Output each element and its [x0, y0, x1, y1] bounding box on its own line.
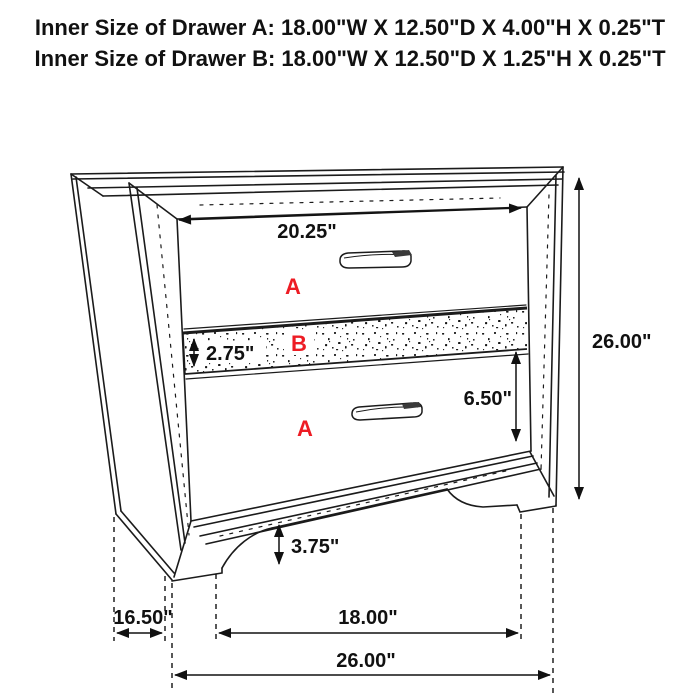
overall-height-label: 26.00"	[592, 331, 652, 353]
right-foot	[517, 505, 556, 512]
side-panel	[71, 174, 174, 580]
base-rail	[172, 489, 556, 581]
overall-width-label: 26.00"	[336, 650, 396, 672]
dim-side-depth	[113, 607, 173, 633]
bottom-drawer-handle	[352, 402, 422, 420]
right-foot-cutout	[447, 489, 517, 507]
top-panel	[71, 167, 564, 219]
drawer-a-inner-size-text: Inner Size of Drawer A: 18.00"W X 12.50"D X 4.00"H X 0.25"T	[34, 15, 666, 40]
top-drawer-handle	[340, 250, 412, 268]
dim-overall-height	[579, 178, 652, 499]
dim-foot-height	[279, 525, 339, 564]
dim-bottom-drawer-height	[464, 352, 516, 441]
drawer-b-inner-size-text: Inner Size of Drawer B: 18.00"W X 12.50"D X 1.25"H X 0.25"T	[34, 46, 666, 71]
strip-height-label: 2.75"	[206, 343, 255, 365]
bottom-drawer-height-label: 6.50"	[463, 388, 512, 410]
dim-strip-height	[194, 339, 266, 366]
dim-overall-width	[175, 650, 550, 675]
middle-strip-label: B	[291, 331, 307, 356]
top-drawer-label: A	[285, 274, 301, 299]
foot-height-label: 3.75"	[291, 536, 340, 558]
strip-label-group	[284, 331, 314, 356]
bottom-drawer-label: A	[297, 416, 313, 441]
front-width-label: 20.25"	[277, 221, 337, 243]
dim-feet-span	[219, 607, 518, 633]
dim-front-width	[179, 208, 521, 243]
feet-span-label: 18.00"	[338, 607, 398, 629]
left-foot	[172, 568, 222, 581]
side-depth-label: 16.50"	[113, 607, 173, 629]
